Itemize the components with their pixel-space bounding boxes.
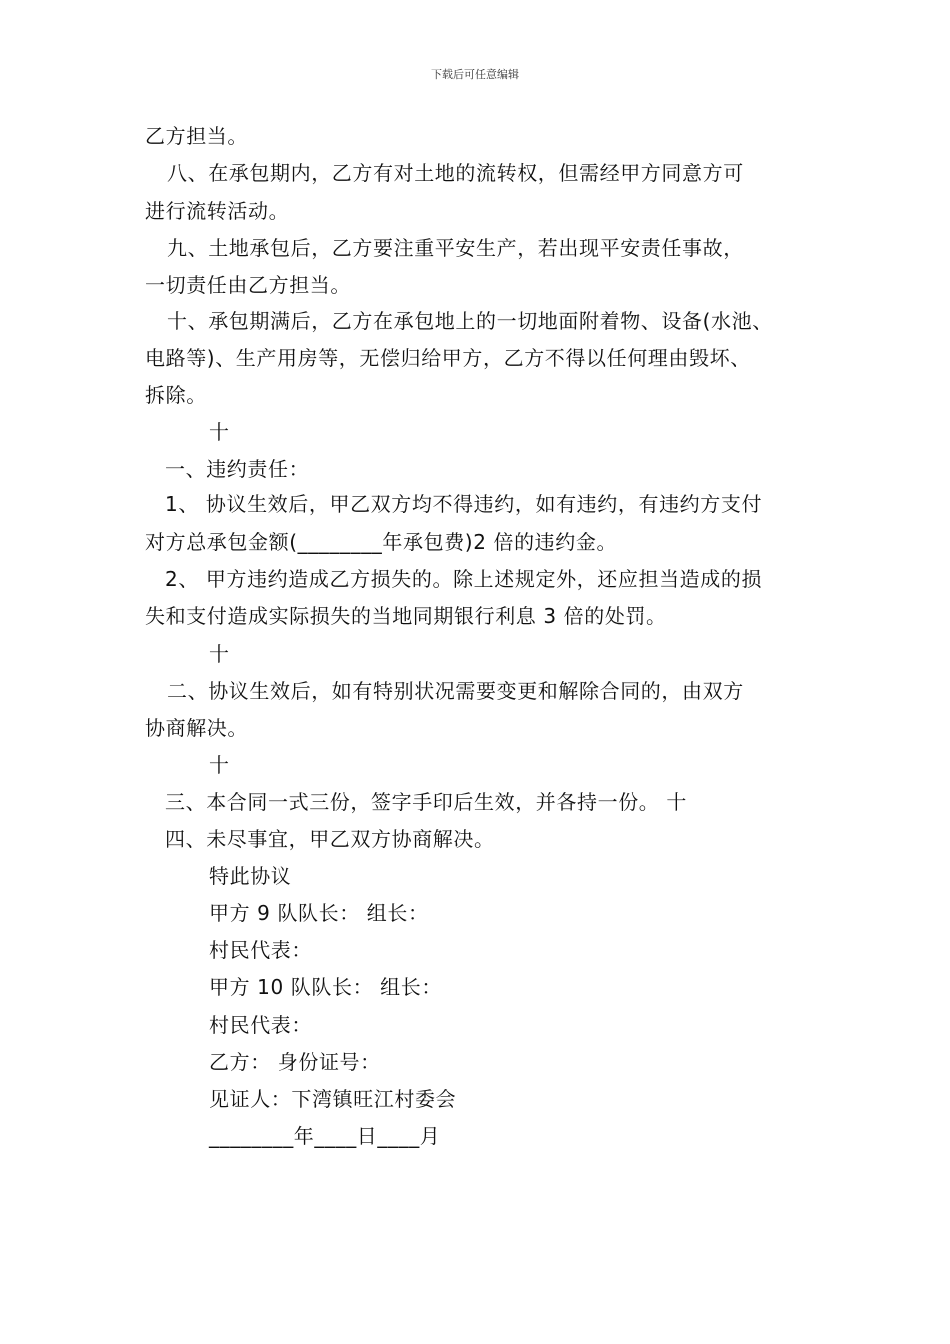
section-marker: 十 <box>209 642 230 666</box>
party-b-signature: 乙方： 身份证号： <box>209 1050 381 1074</box>
breach-item-1-line-2: 对方总承包金额(________年承包费)2 倍的违约金。 <box>145 530 618 554</box>
section-marker: 十 <box>209 753 230 777</box>
breach-item-2-line-1: 2、 甲方违约造成乙方损失的。除上述规定外，还应担当造成的损 <box>165 567 763 591</box>
breach-item-2-line-2: 失和支付造成实际损失的当地同期银行利息 3 倍的处罚。 <box>145 604 667 628</box>
clause-10-line-1: 十、承包期满后，乙方在承包地上的一切地面附着物、设备(水池、 <box>167 309 773 333</box>
breach-heading: 一、违约责任： <box>165 457 310 481</box>
copies-clause: 三、本合同一式三份，签字手印后生效，并各持一份。 十 <box>165 790 687 814</box>
clause-10-line-3: 拆除。 <box>145 383 207 407</box>
date-line: ________年____日____月 <box>209 1124 441 1148</box>
witness-line: 见证人：下湾镇旺江村委会 <box>209 1087 457 1111</box>
other-matters-clause: 四、未尽事宜，甲乙双方协商解决。 <box>165 827 495 851</box>
agreement-closing: 特此协议 <box>209 864 292 888</box>
modification-line-1: 二、协议生效后，如有特别状况需要变更和解除合同的，由双方 <box>167 679 744 703</box>
breach-item-1-line-1: 1、 协议生效后，甲乙双方均不得违约，如有违约，有违约方支付 <box>165 492 763 516</box>
party-a-team-10-signature: 甲方 10 队队长： 组长： <box>209 975 442 999</box>
clause-8-line-1: 八、在承包期内，乙方有对土地的流转权，但需经甲方同意方可 <box>167 161 744 185</box>
clause-8-line-2: 进行流转活动。 <box>145 199 290 223</box>
villager-representative-1: 村民代表： <box>209 938 312 962</box>
villager-representative-2: 村民代表： <box>209 1013 312 1037</box>
party-a-team-9-signature: 甲方 9 队队长： 组长： <box>209 901 429 925</box>
clause-10-line-2: 电路等)、生产用房等，无偿归给甲方，乙方不得以任何理由毁坏、 <box>145 346 751 370</box>
clause-9-line-2: 一切责任由乙方担当。 <box>145 273 351 297</box>
text-line: 乙方担当。 <box>145 124 248 148</box>
page-header: 下载后可任意编辑 <box>431 68 519 81</box>
clause-9-line-1: 九、土地承包后，乙方要注重平安生产，若出现平安责任事故， <box>167 236 744 260</box>
modification-line-2: 协商解决。 <box>145 716 248 740</box>
section-marker: 十 <box>209 420 230 444</box>
